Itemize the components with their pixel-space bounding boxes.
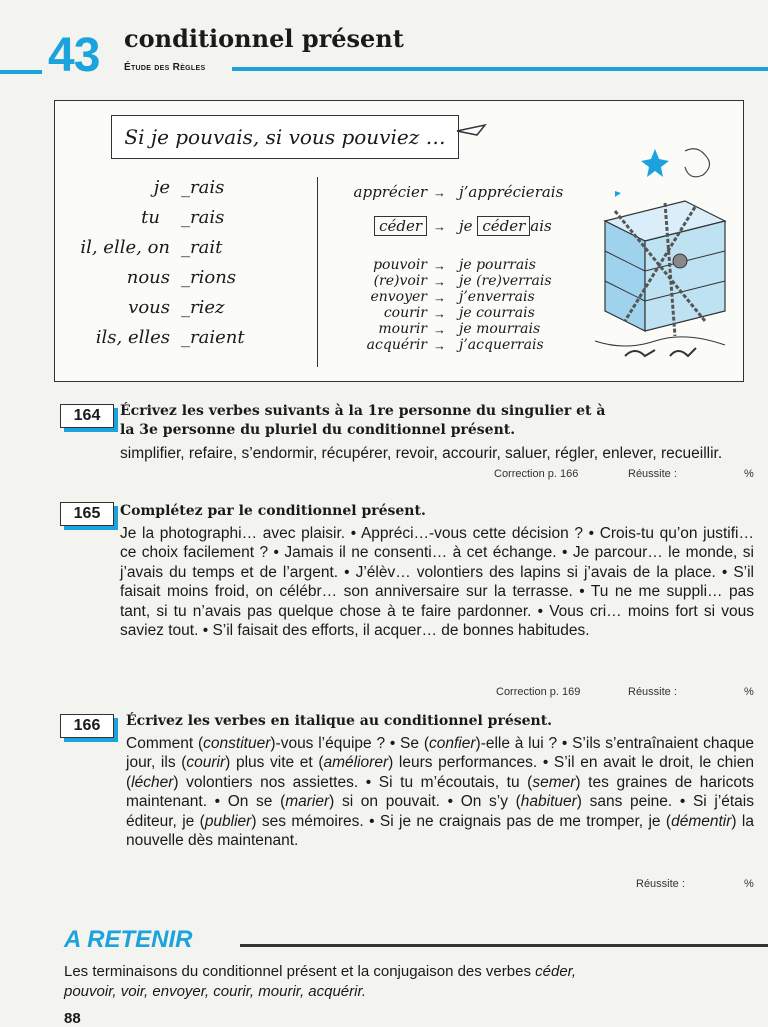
irregular-form: je courrais xyxy=(459,305,535,321)
arrow-icon: → xyxy=(433,185,446,200)
lesson-subtitle: Étude des Règles xyxy=(124,62,206,73)
exercise-title: Écrivez les verbes suivants à la 1re personne du singulier et à xyxy=(120,403,606,419)
ending: _riez xyxy=(181,297,225,318)
exercise-text: Je la photographi… avec plaisir. • Appréci…-vous cette décision ? • Crois-tu qu’on justifi… ce choix facilement ? • Jamais il ne consenti… à cet échange. • Je parcour… le monde, si j’avais du temps et de l’argent. • J’élèv… volontiers des lapins si j’avais de la place. • S’il faisait moins froid, on célébr… son anniversaire sur la terrasse. • Tu ne me suppli… pas tant, si tu n’avais pas quelque chose à te faire pardonner. • Vous cri… moins fort si vous saviez tout. • S’il faisait des efforts, il acquer… de bonnes habitudes. xyxy=(120,525,754,640)
ending: _rait xyxy=(181,237,223,258)
exercise-title: Écrivez les verbes en italique au conditionnel présent. xyxy=(126,713,553,729)
irregular-verb: pouvoir xyxy=(373,257,427,273)
irregular-verb: mourir xyxy=(378,321,427,337)
ending: _rais xyxy=(181,207,225,228)
header-rule-right xyxy=(232,67,768,71)
pronoun: tu xyxy=(141,207,160,228)
correction-ref: Correction p. 169 xyxy=(496,686,581,698)
page-number: 88 xyxy=(64,1010,81,1027)
speech-bubble: Si je pouvais, si vous pouviez … xyxy=(111,115,459,159)
exercise-number: 164 xyxy=(60,404,114,428)
bubble-tail-icon xyxy=(455,121,495,141)
exercise-number: 166 xyxy=(60,714,114,738)
reussite-label: Réussite : xyxy=(628,686,677,698)
lesson-number: 43 xyxy=(48,29,100,82)
pronoun: vous xyxy=(128,297,170,318)
irregular-form: je (re)verrais xyxy=(459,273,552,289)
arrow-icon: → xyxy=(433,290,446,305)
retenir-text: Les terminaisons du conditionnel présent et la conjugaison des verbes céder, pouvoir, voir, envoyer, courir, mourir, acquérir. xyxy=(64,963,577,1000)
lesson-title: conditionnel présent xyxy=(124,24,404,53)
irregular-verb: (re)voir xyxy=(373,273,427,289)
retenir-title: A RETENIR xyxy=(64,926,193,953)
irregular-verb: courir xyxy=(383,305,427,321)
pronoun: je xyxy=(153,177,170,198)
irregular-form: j’enverrais xyxy=(459,289,535,305)
irregular-form: j’acquerrais xyxy=(459,337,544,353)
ending: _rais xyxy=(181,177,225,198)
arrow-icon: → xyxy=(433,258,446,273)
exercise-title: Complétez par le conditionnel présent. xyxy=(120,503,426,519)
exercise-title: la 3e personne du pluriel du conditionnel présent. xyxy=(120,422,516,438)
arrow-icon: → xyxy=(433,274,446,289)
arrow-icon: → xyxy=(433,306,446,321)
chained-crate-icon xyxy=(585,141,735,371)
ending: _rions xyxy=(181,267,237,288)
pronoun: nous xyxy=(126,267,170,288)
irregular-form: je pourrais xyxy=(459,257,536,273)
irregular-form: je mourrais xyxy=(459,321,541,337)
irregular-verb: envoyer xyxy=(370,289,427,305)
rules-illustration xyxy=(54,100,744,382)
retenir-rule xyxy=(240,944,768,947)
arrow-icon: → xyxy=(433,338,446,353)
arrow-icon: → xyxy=(433,219,446,234)
percent-sign: % xyxy=(744,468,754,480)
arrow-icon: → xyxy=(433,322,446,337)
irregular-verb: acquérir xyxy=(366,337,427,353)
percent-sign: % xyxy=(744,686,754,698)
example-verb: céder xyxy=(317,217,427,235)
ending: _raient xyxy=(181,327,245,348)
reussite-label: Réussite : xyxy=(628,468,677,480)
percent-sign: % xyxy=(744,878,754,890)
correction-ref: Correction p. 166 xyxy=(494,468,579,480)
exercise-number: 165 xyxy=(60,502,114,526)
reussite-label: Réussite : xyxy=(636,878,685,890)
header-rule-left xyxy=(0,70,42,74)
pronoun: il, elle, on xyxy=(80,237,170,258)
example-form: j’apprécierais xyxy=(459,183,564,201)
pronoun: ils, elles xyxy=(95,327,170,348)
example-verb: apprécier xyxy=(353,183,427,201)
example-form: je céder ais xyxy=(459,217,552,235)
exercise-text: simplifier, refaire, s’endormir, récupérer, revoir, accourir, saluer, régler, enlever, recueillir. xyxy=(120,445,723,462)
exercise-text: Comment (constituer)-vous l’équipe ? • Se (confier)-elle à lui ? • S’ils s’entraînaient chaque jour, ils (courir) plus vite et (améliorer) leurs performances. • S’il en avait le droit, le chien (lécher) volontiers nos assiettes. • Si tu m’écoutais, tu (semer) tes graines de haricots maintenant. • On se (marier) si on pouvait. • On s’y (habituer) sans peine. • Si j’étais éditeur, je (publier) ses mémoires. • Si je ne craignais pas de me tromper, je (démentir) la nouvelle dès maintenant. xyxy=(126,735,754,850)
